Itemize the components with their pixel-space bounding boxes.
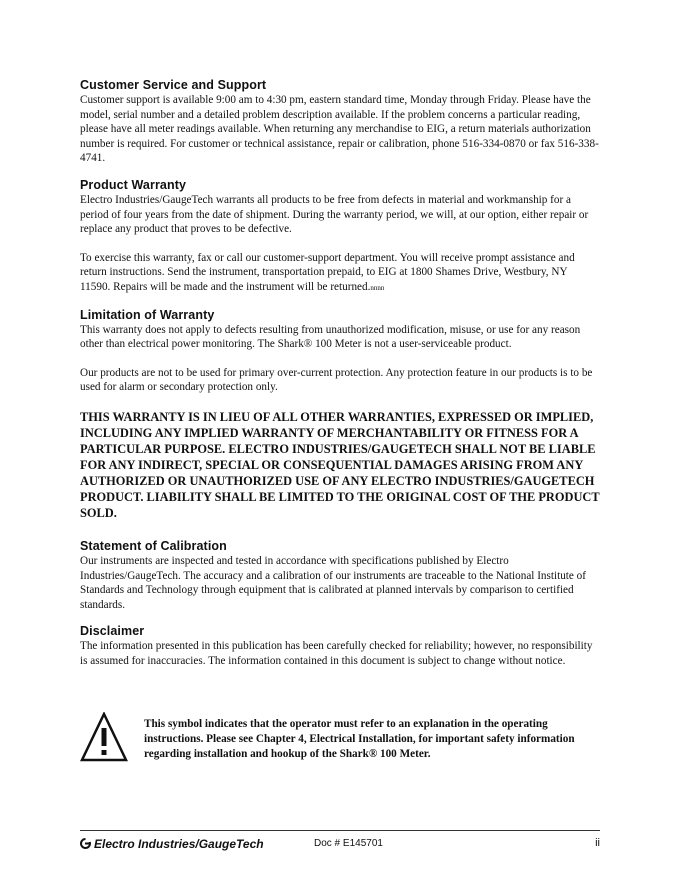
section-customer-service xyxy=(80,78,600,166)
trailing-mark: nnnn xyxy=(370,283,385,292)
section-heading: Customer Service and Support xyxy=(80,78,267,92)
document-body xyxy=(80,78,600,680)
section-heading: Statement of Calibration xyxy=(80,538,227,553)
section-paragraph: Our products are not to be used for primary over-current protection. Any protection feature in our products is to be used for alarm or secondary protection only. xyxy=(80,366,593,394)
section-product-warranty xyxy=(80,178,600,296)
footer-brand: Electro Industries/GaugeTech xyxy=(94,837,264,851)
section-paragraph: Our instruments are inspected and tested in accordance with specifications published by Electro Industries/GaugeTech. The accuracy and a calibration of our instruments are traceable to the National Institute of Standards and Technology through equipment that is calibrated at planned intervals by comparison to certified standards. xyxy=(80,554,586,611)
section-paragraph: This warranty does not apply to defects resulting from unauthorized modification, misuse, or use for any reason other than electrical power monitoring. The Shark® 100 Meter is not a user-serviceable product. xyxy=(80,323,581,351)
warning-text: This symbol indicates that the operator must refer to an explanation in the operating instructions. Please see Chapter 4, Electrical Installation, for important safety information regarding installation and hookup of the Shark® 100 Meter. xyxy=(144,718,575,760)
section-paragraph: Customer support is available 9:00 am to 4:30 pm, eastern standard time, Monday through Friday. Please have the model, serial number and a detailed problem description available. If the problem concerns a particular reading, please have all meter readings available. When returning any merchandise to EIG, a return materials authorization number is required. For customer or technical assistance, repair or calibration, phone 516-334-0870 or fax 516-338-4741. xyxy=(80,94,599,165)
section-disclaimer xyxy=(80,624,600,668)
warning-triangle-icon xyxy=(80,712,128,762)
section-paragraph: To exercise this warranty, fax or call our customer-support department. You will receive prompt assistance and return instructions. Send the instrument, transportation prepaid, to EIG at 1800 Shames Drive, Westbury, NY 11590. Repairs will be made and the instrument will be returned.nnnn xyxy=(80,251,575,293)
eig-logo-icon xyxy=(80,838,91,849)
page-footer xyxy=(80,837,600,853)
section-heading: Product Warranty xyxy=(80,177,187,192)
warranty-disclaimer-caps: THIS WARRANTY IS IN LIEU OF ALL OTHER WARRANTIES, EXPRESSED OR IMPLIED, INCLUDING ANY IMPLIED WARRANTY OF MERCHANTABILITY OR FITNESS FOR A PARTICULAR PURPOSE. ELECTRO INDUSTRIES/GAUGETECH SHALL NOT BE LIABLE FOR ANY INDIRECT, SPECIAL OR CONSEQUENTIAL DAMAGES ARISING FROM ANY AUTHORIZED OR UNAUTHORIZED USE OF ANY ELECTRO INDUSTRIES/GAUGETECH PRODUCT. LIABILITY SHALL BE LIMITED TO THE ORIGINAL COST OF THE PRODUCT SOLD. xyxy=(80,409,600,520)
section-paragraph: The information presented in this publication has been carefully checked for reliability; however, no responsibility is assumed for inaccuracies. The information contained in this document is subject to change without notice. xyxy=(80,640,593,667)
section-heading: Disclaimer xyxy=(80,624,145,639)
section-heading: Limitation of Warranty xyxy=(80,307,215,322)
footer-divider xyxy=(80,830,600,831)
footer-doc-number: Doc # E145701 xyxy=(314,838,383,849)
section-limitation-of-warranty xyxy=(80,308,600,521)
section-paragraph: Electro Industries/GaugeTech warrants all products to be free from defects in material and workmanship for a period of four years from the date of shipment. During the warranty period, we will, at our option, either repair or replace any product that proves to be defective. xyxy=(80,193,589,236)
page-number: ii xyxy=(595,837,600,849)
section-statement-of-calibration xyxy=(80,539,600,612)
